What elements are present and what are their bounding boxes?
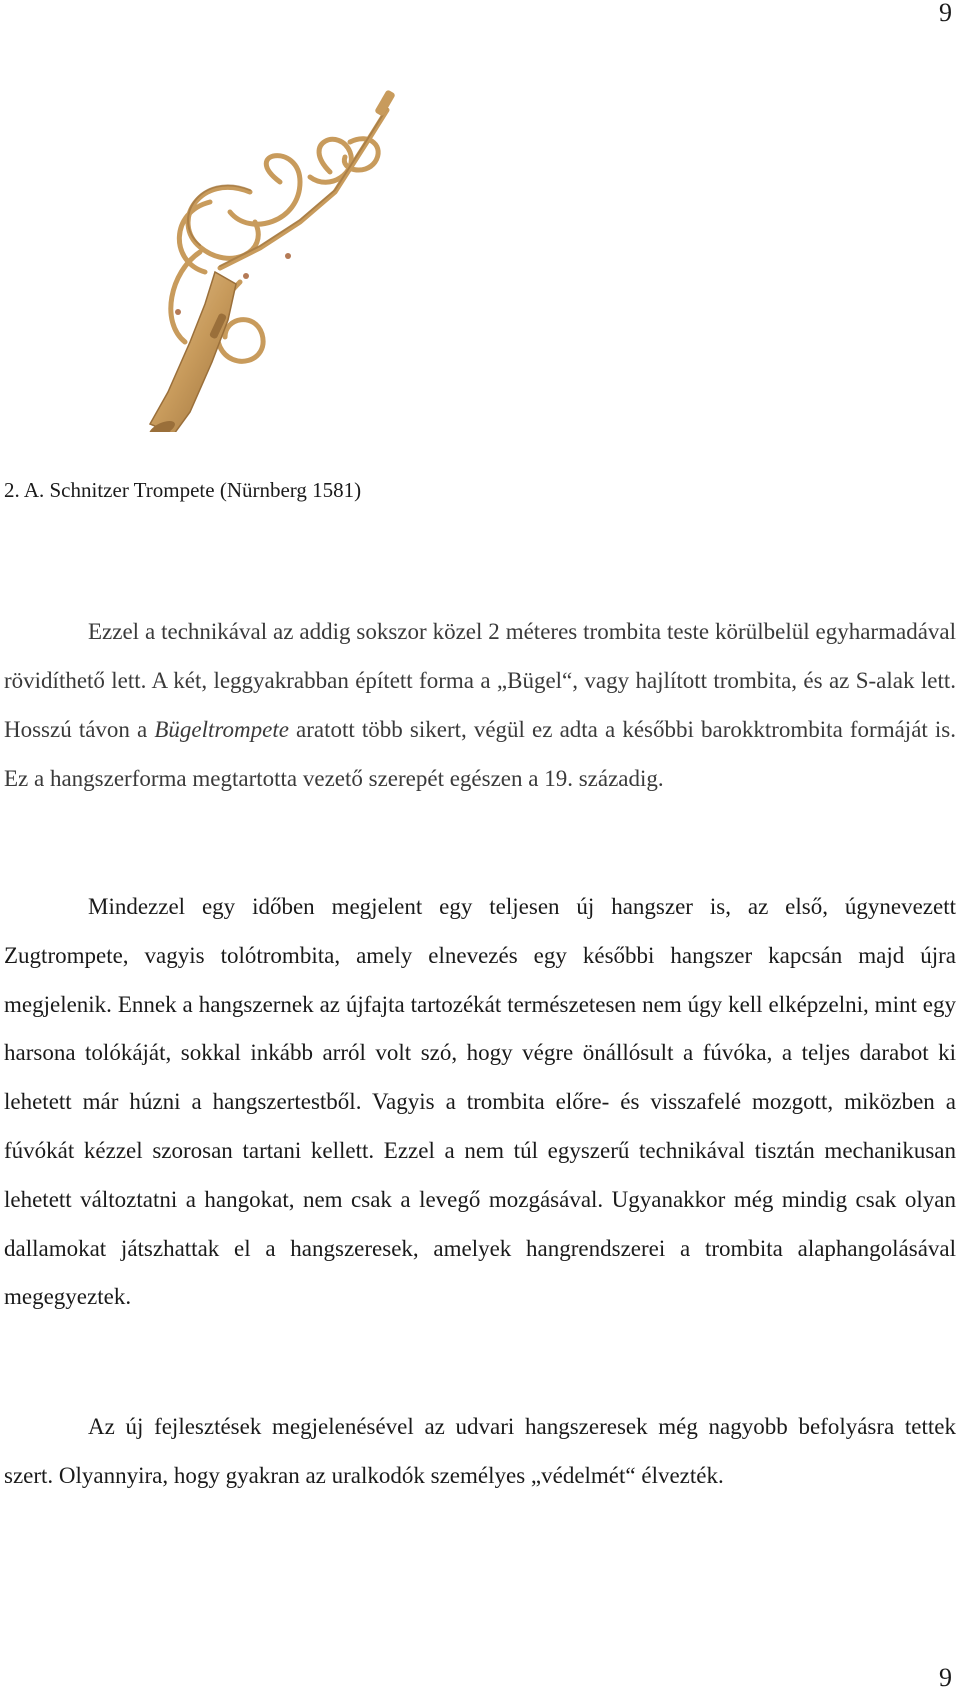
- page-number-bottom: 9: [939, 1663, 952, 1692]
- paragraph-1: [4, 607, 956, 803]
- schnitzer-trumpet-illustration: [0, 72, 546, 432]
- page-number-top: 9: [939, 0, 952, 27]
- trumpet-image: [0, 72, 546, 432]
- figure-caption: 2. A. Schnitzer Trompete (Nürnberg 1581): [4, 478, 362, 502]
- paragraph-1-text-a: Ezzel a technikával az addig sokszor közel 2 méteres trombita teste körülbelül egyharmadával rövidíthető lett. A két, leggyakrabban épített forma a „Bügel“, vagy hajlított trombita, és az S-alak lett. Hosszú távon a: [4, 619, 956, 742]
- paragraph-1-text-b: aratott több sikert, végül ez adta a későbbi barokktrombita formáját is. Ez a hangszerforma megtartotta vezető szerepét egészen a 19. századig.: [4, 717, 956, 791]
- paragraph-1-emphasis: Bügeltrompete: [154, 717, 289, 742]
- mouthpiece: [374, 89, 396, 117]
- paragraph-2: Mindezzel egy időben megjelent egy teljesen új hangszer is, az első, úgynevezett Zugtrompete, vagyis tolótrombita, amely elnevezés egy későbbi hangszer kapcsán majd újra megjelenik. Ennek a hangszernek az újfajta tartozékát természetesen nem úgy kell elképzelni, mint egy harsona tolókáját, sokkal inkább arról volt szó, hogy végre önállósult a fúvóka, a teljes darabot ki lehetett már húzni a hangszertestből. Vagyis a trombita előre- és visszafelé mozgott, miközben a fúvókát kézzel szorosan tartani kellett. Ezzel a nem túl egyszerű technikával tisztán mechanikusan lehetett változtatni a hangokat, nem csak a levegő mozgásával. Ugyanakkor még mindig csak olyan dallamokat játszhattak el a hangszeresek, amelyek hangrendszerei a trombita alaphangolásával megegyeztek.: [4, 894, 956, 1310]
- paragraph-3: Az új fejlesztések megjelenésével az udvari hangszeresek még nagyobb befolyásra tettek szert. Olyannyira, hogy gyakran az uralkodók személyes „védelmét“ élvezték.: [4, 1414, 956, 1488]
